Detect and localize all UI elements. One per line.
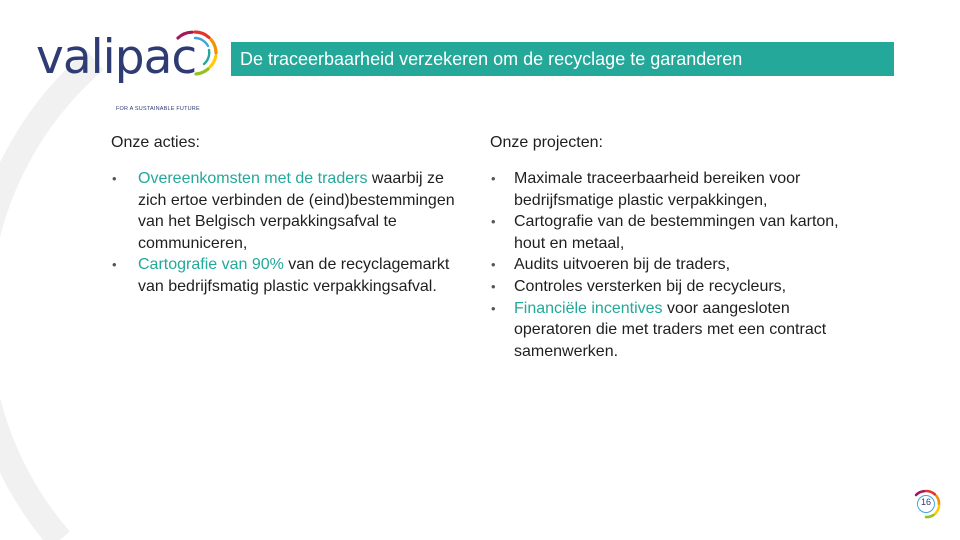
valipac-logo [36, 26, 218, 112]
actions-heading: Onze acties: [111, 134, 200, 151]
slide-title: De traceerbaarheid verzekeren om de recyclage te garanderen [240, 49, 743, 69]
item-text: Audits uitvoeren bij de traders, [514, 256, 731, 274]
projects-column [490, 133, 860, 362]
bullet-icon: • [491, 257, 496, 273]
bullet-icon: • [491, 214, 496, 230]
projects-list [490, 168, 860, 362]
list-item [490, 254, 860, 276]
logo-wordmark: valipac [36, 30, 197, 85]
actions-list [111, 168, 471, 298]
bullet-icon: • [491, 171, 496, 186]
projects-heading: Onze projecten: [490, 134, 603, 151]
item-highlight: Overeenkomsten met de traders [138, 170, 368, 187]
item-text: voor aangesloten operatoren die met traders met een contract samenwerken. [514, 299, 827, 360]
list-item [111, 168, 471, 254]
title-bar [231, 42, 894, 76]
item-text: Controles versterken bij de recycleurs, [514, 277, 787, 295]
list-item [490, 211, 860, 254]
logo-tagline: FOR A SUSTAINABLE FUTURE [116, 106, 200, 112]
list-item [111, 254, 471, 297]
item-highlight: Financiële incentives [514, 299, 663, 317]
page-number-badge [910, 488, 942, 520]
bullet-icon: • [112, 171, 117, 186]
actions-column [111, 133, 471, 298]
logo-color-ring-icon [170, 28, 220, 78]
item-text: van de recyclagemarkt van bedrijfsmatig plastic verpakkingsafval. [138, 256, 450, 295]
bullet-icon: • [112, 257, 117, 273]
item-text: waarbij ze zich ertoe verbinden de (eind)bestemmingen van het Belgisch verpakkingsafval te communiceren, [138, 170, 455, 252]
page-number: 16 [920, 497, 931, 507]
bullet-icon: • [491, 278, 496, 294]
list-item [490, 276, 860, 298]
list-item [490, 168, 860, 211]
bullet-icon: • [491, 300, 496, 316]
item-text: Cartografie van de bestemmingen van karton, hout en metaal, [514, 213, 839, 252]
list-item [490, 298, 860, 363]
item-text: Maximale traceerbaarheid bereiken voor bedrijfsmatige plastic verpakkingen, [514, 170, 801, 209]
item-highlight: Cartografie van 90% [138, 256, 284, 274]
